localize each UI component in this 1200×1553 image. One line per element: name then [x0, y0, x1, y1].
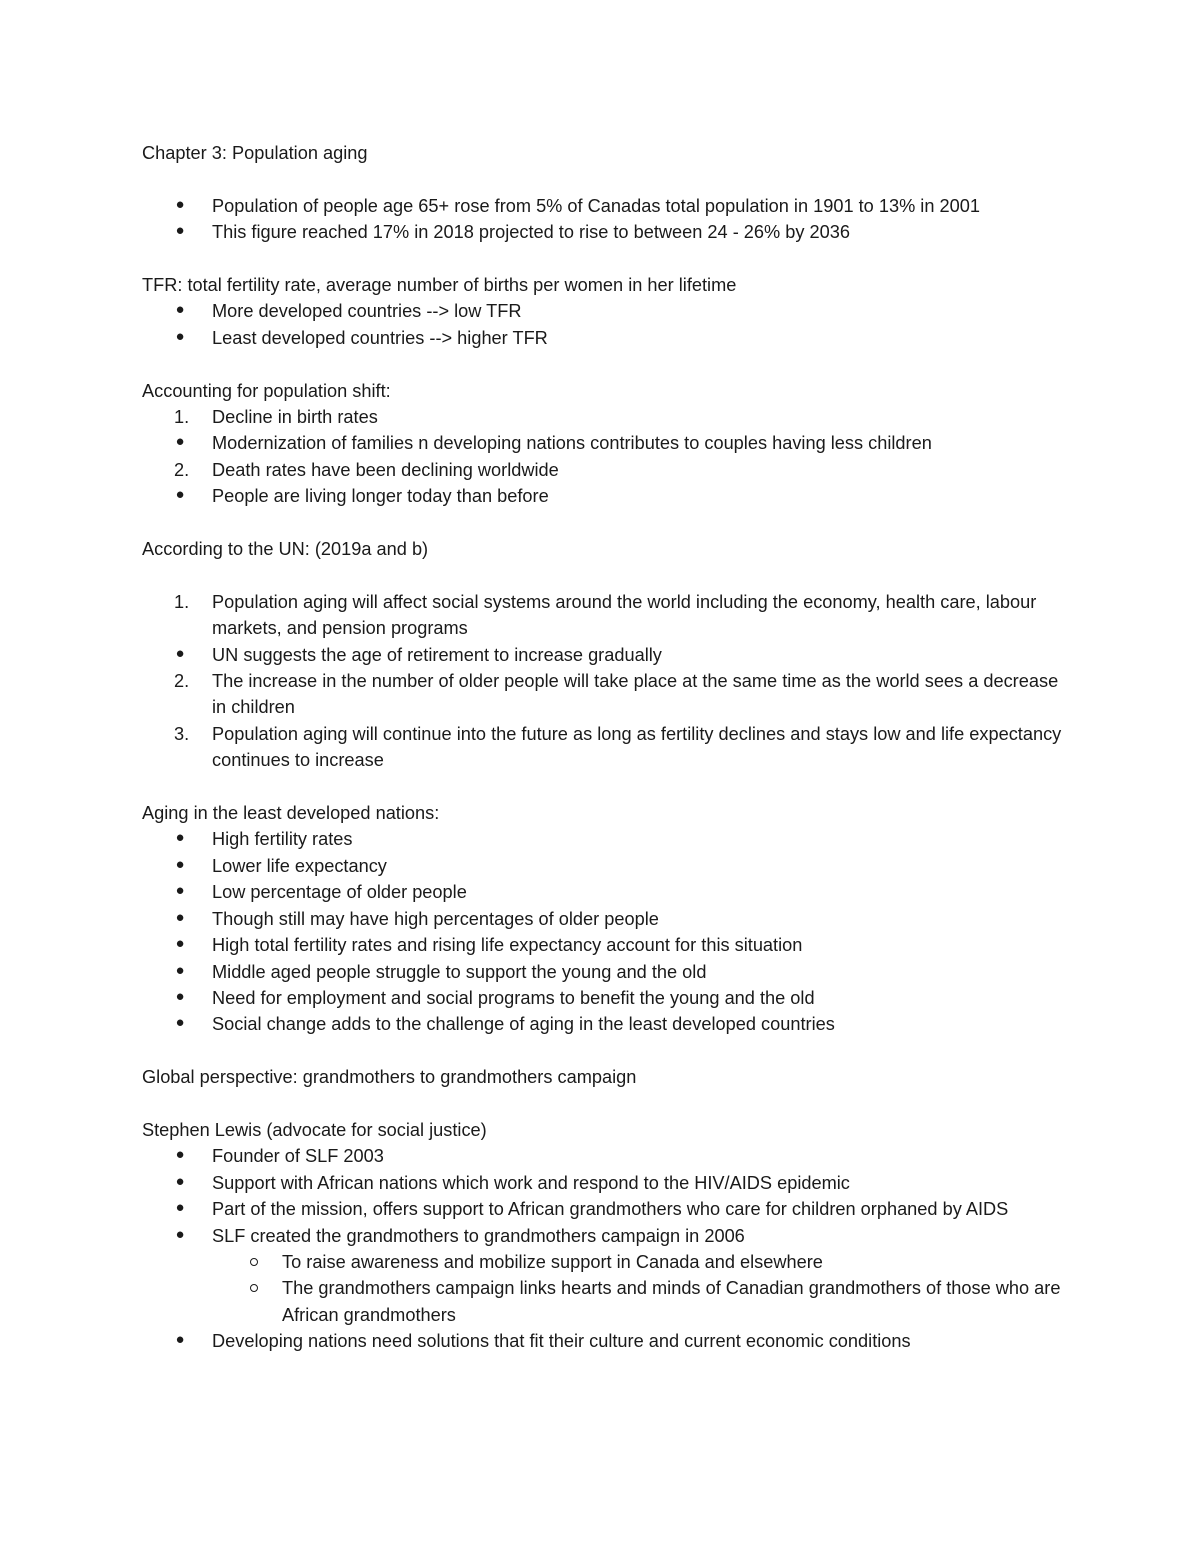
bullet-icon: ●	[175, 987, 185, 1005]
chapter-heading: Chapter 3: Population aging	[142, 143, 368, 163]
list-item: ● Lower life expectancy	[142, 853, 1072, 879]
list-item: ● Population of people age 65+ rose from 5% of Canadas total population in 1901 to 13% in 2001	[142, 193, 1072, 219]
sub-list-item: To raise awareness and mobilize support in Canada and elsewhere	[142, 1249, 1072, 1275]
list-item: ● Founder of SLF 2003	[142, 1143, 1072, 1169]
least-developed-list	[142, 826, 1072, 1037]
bullet-icon: ●	[175, 882, 185, 900]
global-perspective-title: Global perspective: grandmothers to grandmothers campaign	[142, 1067, 637, 1088]
list-number: 1.	[174, 407, 190, 428]
bullet-icon: ●	[175, 1014, 185, 1032]
bullet-icon: ●	[175, 1199, 185, 1217]
bullet-icon: ●	[175, 1172, 185, 1190]
bullet-icon: ●	[175, 1225, 185, 1243]
list-item: ● UN suggests the age of retirement to increase gradually	[142, 642, 1072, 668]
un-title: According to the UN: (2019a and b)	[142, 539, 429, 560]
tfr-title: TFR: total fertility rate, average number of births per women in her lifetime	[142, 275, 737, 295]
bullet-icon: ●	[175, 1146, 185, 1164]
list-item: ● High total fertility rates and rising life expectancy account for this situation	[142, 932, 1072, 958]
list-item: ● More developed countries --> low TFR	[142, 298, 1072, 324]
stephen-lewis-title: Stephen Lewis (advocate for social justice)	[142, 1119, 487, 1140]
list-item: 3. Population aging will continue into the future as long as fertility declines and stays low and life expectancy continues to increase	[142, 721, 1072, 774]
bullet-icon: ●	[175, 829, 185, 847]
list-item: ● Least developed countries --> higher TFR	[142, 325, 1072, 351]
document-body	[142, 140, 1072, 1355]
list-item: ● Modernization of families n developing nations contributes to couples having less children	[142, 430, 1072, 456]
bullet-icon: ●	[175, 195, 185, 213]
bullet-icon: ●	[175, 644, 185, 662]
bullet-icon: ●	[175, 486, 185, 504]
list-item: ● This figure reached 17% in 2018 projected to rise to between 24 - 26% by 2036	[142, 219, 1072, 245]
list-item: ● Middle aged people struggle to support the young and the old	[142, 959, 1072, 985]
bullet-icon: ●	[175, 855, 185, 873]
bullet-icon: ●	[175, 433, 185, 451]
list-item: ● Low percentage of older people	[142, 879, 1072, 905]
list-item: ● Social change adds to the challenge of aging in the least developed countries	[142, 1011, 1072, 1037]
list-number: 2.	[174, 671, 190, 692]
bullet-icon: ●	[175, 301, 185, 319]
list-item: ● Need for employment and social programs to benefit the young and the old	[142, 985, 1072, 1011]
bullet-icon: ●	[175, 961, 185, 979]
hollow-circle-bullet-icon	[248, 1249, 260, 1275]
list-item: 1. Decline in birth rates	[142, 404, 1072, 430]
tfr-bullet-list	[142, 298, 1072, 351]
un-list	[142, 589, 1072, 774]
list-item: ● Part of the mission, offers support to African grandmothers who care for children orphaned by AIDS	[142, 1196, 1072, 1222]
shift-list	[142, 404, 1072, 510]
list-number: 1.	[174, 591, 190, 612]
bullet-icon: ●	[175, 327, 185, 345]
list-item: ● Though still may have high percentages of older people	[142, 906, 1072, 932]
shift-title: Accounting for population shift:	[142, 380, 391, 401]
bullet-icon: ●	[175, 908, 185, 926]
list-item: ● High fertility rates	[142, 826, 1072, 852]
list-item: 2. Death rates have been declining worldwide	[142, 457, 1072, 483]
list-item: ● Developing nations need solutions that fit their culture and current economic conditions	[142, 1328, 1072, 1354]
stephen-lewis-list	[142, 1143, 1072, 1354]
bullet-icon: ●	[175, 1331, 185, 1349]
least-developed-title: Aging in the least developed nations:	[142, 803, 440, 824]
bullet-icon: ●	[175, 935, 185, 953]
hollow-circle-bullet-icon	[248, 1275, 260, 1301]
list-number: 3.	[174, 723, 190, 744]
list-number: 2.	[174, 459, 190, 480]
intro-bullet-list	[142, 193, 1072, 246]
sub-list-item: The grandmothers campaign links hearts and minds of Canadian grandmothers of those who are African grandmothers	[142, 1275, 1072, 1328]
bullet-icon: ●	[175, 222, 185, 240]
list-item: 1. Population aging will affect social systems around the world including the economy, health care, labour markets, and pension programs	[142, 589, 1072, 642]
list-item: ● SLF created the grandmothers to grandmothers campaign in 2006	[142, 1223, 1072, 1249]
list-item: 2. The increase in the number of older people will take place at the same time as the world sees a decrease in children	[142, 668, 1072, 721]
list-item: ● People are living longer today than before	[142, 483, 1072, 509]
list-item: ● Support with African nations which work and respond to the HIV/AIDS epidemic	[142, 1170, 1072, 1196]
